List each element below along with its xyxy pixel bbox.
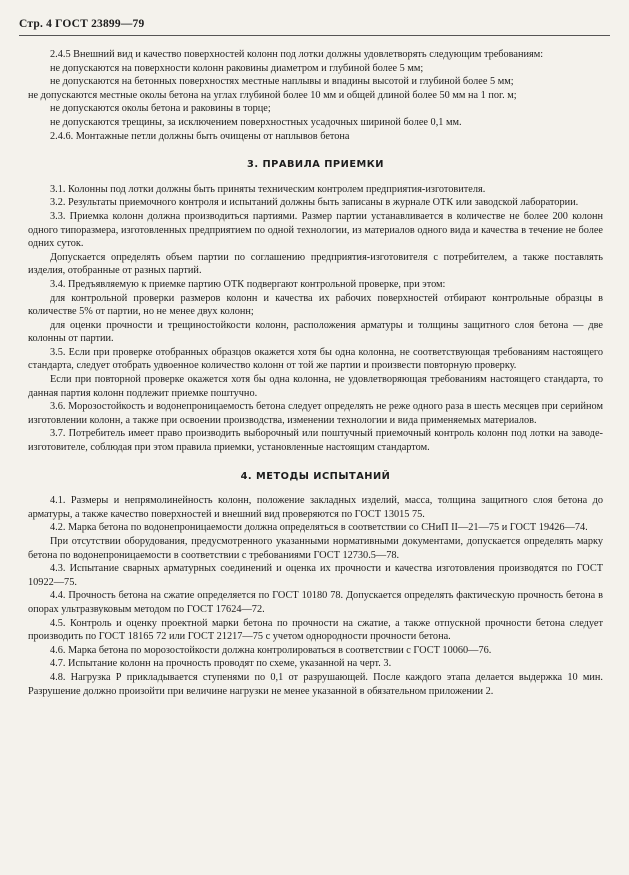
requirement-item: не допускаются трещины, за исключением поверхностных усадочных шириной более 0,1 мм. [50, 116, 462, 128]
document-body [28, 48, 603, 698]
requirement-item: не допускаются на поверхности колонн раковины диаметром и глубиной более 5 мм; [50, 62, 424, 74]
paragraph-3-3-note: Допускается определять объем партии по соглашению предприятия-изготовителя с потребителем, а также поставлять изделия, отобранные от разных партий. [28, 251, 603, 277]
paragraph-4-4: 4.4. Прочность бетона на сжатие определяется по ГОСТ 10180 78. Допускается определять фактическую прочность бетона в опорах ультразвуковым методом по ГОСТ 17624—72. [28, 590, 603, 615]
section-title-test-methods: 4. МЕТОДЫ ИСПЫТАНИЙ [240, 470, 391, 482]
paragraph-3-4-item: для контрольной проверки размеров колонн и качества их рабочих поверхностей отбирают контрольные образцы в количестве 5% от партии, но не менее двух колонн; [28, 292, 603, 318]
paragraph-3-7: 3.7. Потребитель имеет право производить выборочный или поштучный приемочный контроль колонн под лотки на заводе-изготовителе, соблюдая при этом правила приемки, установленные настоящим стандартом. [28, 428, 603, 454]
paragraph-4-2-note: При отсутствии оборудования, предусмотренного указанными нормативными документами, допускается определять марку бетона по водонепроницаемости в соответствии с требованиями ГОСТ 12730.5—78. [28, 536, 603, 561]
paragraph-4-8: 4.8. Нагрузка Р прикладывается ступенями по 0,1 от разрушающей. После каждого этапа делается выдержка 10 мин. Разрушение должно произойти при величине нагрузки не менее указанной в обязательном приложении 2. [28, 671, 603, 697]
paragraph-2-4-6: 2.4.6. Монтажные петли должны быть очищены от наплывов бетона [50, 130, 350, 142]
requirement-item: не допускаются местные околы бетона на углах глубиной более 10 мм и общей длиной более 50 мм на 1 пог. м; [28, 89, 517, 101]
paragraph-3-6: 3.6. Морозостойкость и водонепроницаемость бетона следует определять не реже одного раза в шесть месяцев при серийном изготовлении колонн, а также при освоении производства, изменении технологии и вида применяемых материалов. [28, 401, 603, 426]
section-title-acceptance: 3. ПРАВИЛА ПРИЕМКИ [247, 159, 384, 171]
paragraph-3-5: 3.5. Если при проверке отобранных образцов окажется хотя бы одна колонна, не соответствующая требованиям настоящего стандарта, следует отобрать удвоенное количество колонн от той же партии и произвести повторную проверку. [28, 346, 603, 372]
paragraph-3-1: 3.1. Колонны под лотки должны быть приняты техническим контролем предприятия-изготовителя. [50, 183, 486, 195]
paragraph-2-4-5: 2.4.5 Внешний вид и качество поверхностей колонн под лотки должны удовлетворять следующим требованиям: [50, 49, 544, 60]
paragraph-4-1: 4.1. Размеры и непрямолинейность колонн, положение закладных изделий, масса, толщина защитного слоя бетона до арматуры, а также качество поверхностей и внешний вид проверяются по ГОСТ 13015 75. [28, 495, 603, 520]
paragraph-4-6: 4.6. Марка бетона по морозостойкости должна контролироваться в соответствии с ГОСТ 10060—76. [50, 644, 492, 656]
paragraph-4-2: 4.2. Марка бетона по водонепроницаемости должна определяться в соответствии со СНиП II—21—75 и ГОСТ 19426—74. [50, 522, 588, 534]
paragraph-3-2: 3.2. Результаты приемочного контроля и испытаний должны быть записаны в журнале ОТК или заводской лаборатории. [50, 197, 579, 209]
paragraph-4-3: 4.3. Испытание сварных арматурных соединений и оценка их прочности и качества изготовления производятся по ГОСТ 10922—75. [28, 563, 603, 588]
paragraph-3-3: 3.3. Приемка колонн должна производиться партиями. Размер партии устанавливается в количестве не более 200 колонн одного типоразмера, изготовленных предприятием по одной технологии, из материалов одного вида и качества в течение не более одних суток. [28, 210, 603, 250]
paragraph-4-5: 4.5. Контроль и оценку проектной марки бетона по прочности на сжатие, а также отпускной прочности бетона следует производить по ГОСТ 18165 72 или ГОСТ 21217—75 с учетом однородности прочности бетона. [28, 617, 603, 643]
page-header: Стр. 4 ГОСТ 23899—79 [19, 18, 145, 30]
header-rule [19, 35, 610, 36]
paragraph-4-7: 4.7. Испытание колонн на прочность проводят по схеме, указанной на черт. 3. [50, 658, 392, 670]
requirement-item: не допускаются околы бетона и раковины в торце; [50, 103, 271, 115]
requirement-item: не допускаются на бетонных поверхностях местные наплывы и впадины высотой и глубиной более 5 мм; [50, 76, 514, 88]
paragraph-3-4: 3.4. Предъявляемую к приемке партию ОТК подвергают контрольной проверке, при этом: [50, 278, 446, 290]
paragraph-3-4-item: для оценки прочности и трещиностойкости колонн, расположения арматуры и толщины защитного слоя бетона — две колонны от партии. [28, 319, 603, 345]
paragraph-3-5-note: Если при повторной проверке окажется хотя бы одна колонна, не удовлетворяющая требованиям настоящего стандарта, то данная партия колонн подлежит приемке поштучно. [28, 374, 603, 399]
